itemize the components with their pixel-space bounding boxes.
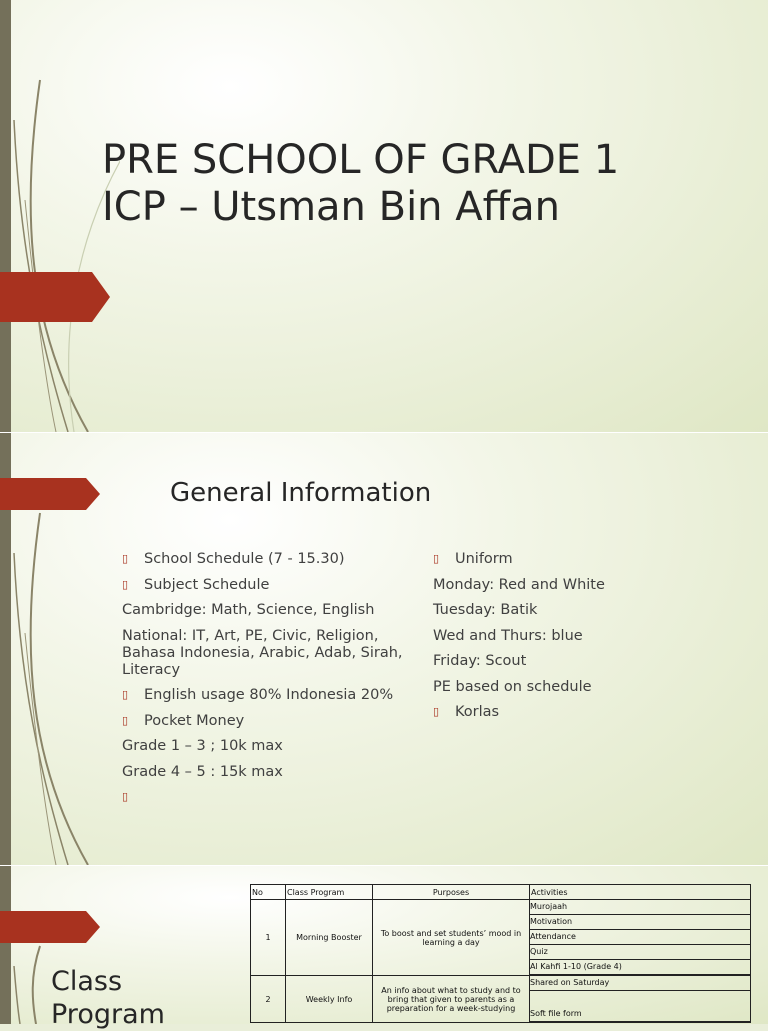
cell-class-program: Weekly Info	[286, 976, 373, 1023]
title-line-1: PRE SCHOOL OF GRADE 1	[102, 137, 620, 183]
info-item-text: Grade 4 – 5 : 15k max	[122, 763, 283, 780]
info-item	[122, 738, 412, 755]
bullet-icon: ▯	[122, 713, 129, 727]
title-line-1: Class	[51, 966, 123, 997]
cell-no: 2	[251, 976, 286, 1023]
info-item	[122, 551, 412, 568]
info-item	[122, 577, 412, 594]
table-row	[251, 900, 751, 976]
header-no: No	[251, 885, 286, 900]
info-item	[433, 628, 653, 645]
info-item	[433, 551, 653, 568]
activity-item: Shared on Saturday	[530, 976, 750, 991]
info-item-text: Subject Schedule	[144, 576, 270, 593]
bullet-icon: ▯	[122, 577, 129, 591]
red-tab-shape	[0, 911, 100, 943]
section-heading: General Information	[170, 478, 432, 508]
cell-purpose: An info about what to study and to bring that given to parents as a preparation for a week-studying	[373, 976, 530, 1023]
header-activities: Activities	[530, 885, 751, 900]
left-info-column	[122, 551, 412, 815]
activity-item: Soft file form	[530, 1007, 750, 1022]
title-line-2: ICP – Utsman Bin Affan	[102, 184, 561, 230]
bullet-icon: ▯	[122, 790, 129, 803]
info-item-text: Korlas	[455, 704, 500, 720]
info-item	[122, 628, 412, 679]
activity-item: Attendance	[530, 930, 750, 945]
info-item-text: Uniform	[455, 551, 513, 567]
class-program-title	[51, 965, 165, 1031]
cell-activities	[530, 900, 751, 976]
info-item	[122, 764, 412, 781]
info-item	[433, 653, 653, 670]
bullet-icon: ▯	[433, 552, 440, 565]
activity-item: Murojaah	[530, 900, 750, 915]
info-item-text: School Schedule (7 - 15.30)	[144, 551, 345, 567]
cell-activities	[530, 976, 751, 1023]
info-item-text: Wed and Thurs: blue	[433, 627, 583, 644]
info-item-text: Monday: Red and White	[433, 576, 605, 593]
info-item	[122, 687, 412, 704]
activity-item: Motivation	[530, 915, 750, 930]
bullet-icon: ▯	[433, 705, 440, 718]
right-info-column	[433, 551, 653, 730]
info-item-text: Pocket Money	[144, 712, 245, 729]
info-item	[122, 713, 412, 730]
info-item-text: Tuesday: Batik	[433, 602, 538, 618]
info-item-text: Grade 1 – 3 ; 10k max	[122, 738, 283, 754]
bullet-icon: ▯	[122, 688, 129, 701]
table-row	[251, 976, 751, 1023]
info-item-text: Cambridge: Math, Science, English	[122, 602, 375, 618]
info-item-text: PE based on schedule	[433, 678, 592, 695]
cell-purpose: To boost and set students’ mood in learning a day	[373, 900, 530, 976]
class-program-table	[250, 884, 751, 1023]
slide-title-text	[102, 137, 619, 231]
title-line-2: Program	[51, 999, 165, 1030]
info-item-text: National: IT, Art, PE, Civic, Religion, Bahasa Indonesia, Arabic, Adab, Sirah, Literacy	[122, 627, 403, 678]
red-tab-shape	[0, 478, 100, 510]
info-item	[433, 679, 653, 696]
activity-item: Quiz	[530, 945, 750, 960]
info-item	[122, 602, 412, 619]
info-item	[122, 789, 412, 806]
info-item-text: English usage 80% Indonesia 20%	[144, 687, 394, 703]
header-purposes: Purposes	[373, 885, 530, 900]
table-header-row	[251, 885, 751, 900]
info-item	[433, 577, 653, 594]
cell-no: 1	[251, 900, 286, 976]
red-tab-shape	[0, 272, 110, 322]
header-class-program: Class Program	[286, 885, 373, 900]
activity-item: Al Kahfi 1-10 (Grade 4)	[530, 960, 750, 975]
cell-class-program: Morning Booster	[286, 900, 373, 976]
info-item-text: Friday: Scout	[433, 653, 527, 669]
info-item	[433, 704, 653, 721]
slide-title	[0, 0, 768, 432]
bullet-icon: ▯	[122, 552, 129, 565]
info-item	[433, 602, 653, 619]
